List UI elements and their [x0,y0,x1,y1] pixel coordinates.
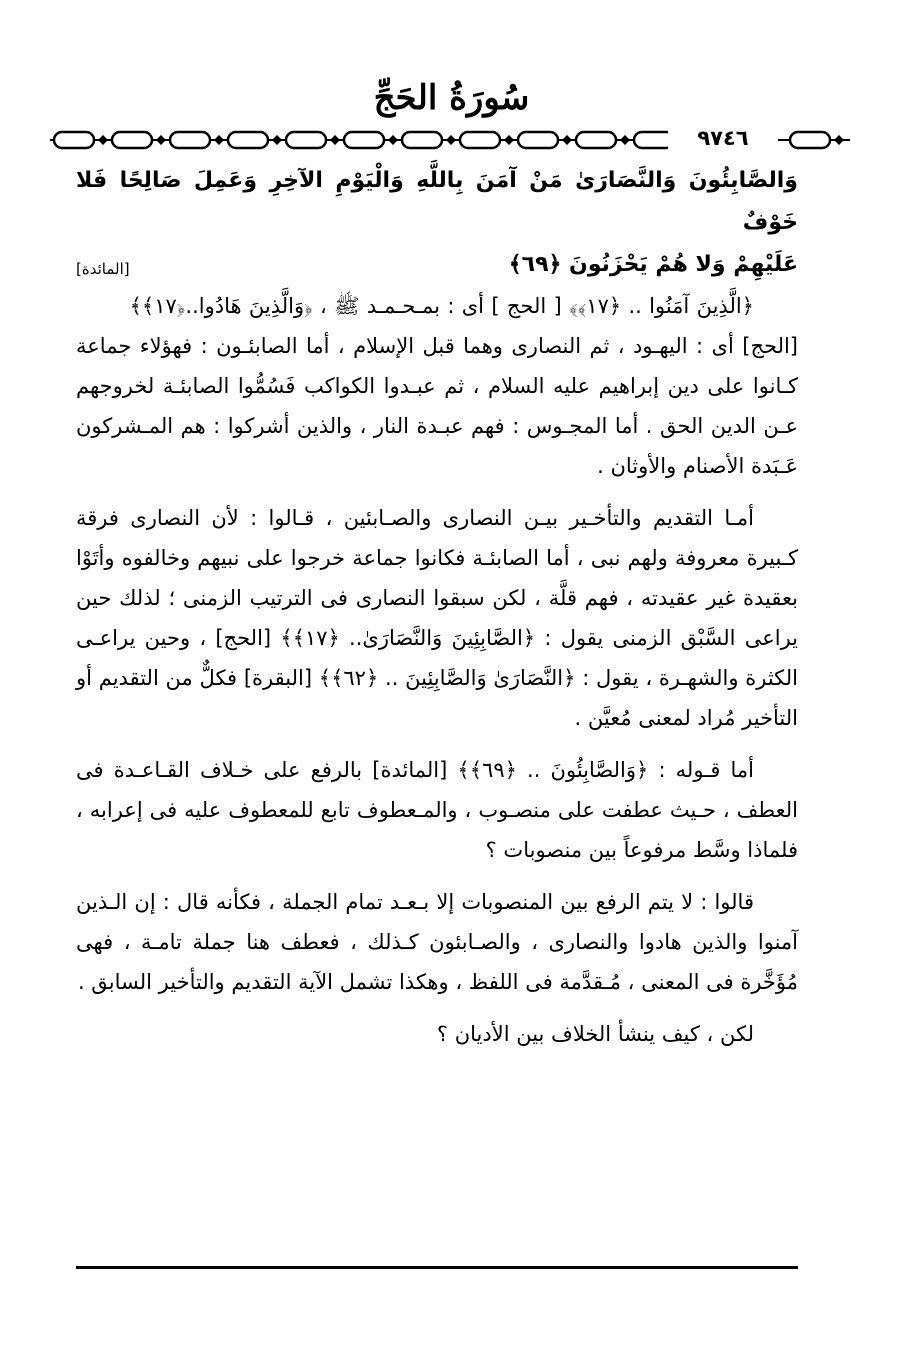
verse-line-2-text: عَلَيْهِمْ وَلا هُمْ يَحْزَنُونَ ﴿٦٩﴾ [508,252,798,277]
paragraph-4: قالوا : لا يتم الرفع بين المنصوبات إلا بـعـد تمام الجملة ، فكأنه قال : إن الـذين آمنوا والذين هادوا والنصارى ، والصـابئون كـذلك ، فعطف هنا جملة تامـة ، فهى مُؤَخَّرة فى المعنى ، مُـقدَّمة فى اللفظ ، وهكذا تشمل الآية التقديم والتأخير السابق . [76,890,798,994]
paragraph-2: أمـا التقديم والتأخـير بيـن النصارى والصـابئين ، قـالوا : لأن النصارى فرقة كـبيرة معروفة ولهم نبى ، أما الصابئـة فكانوا جماعة خرجوا على نبيهم وخالفوه وأتَوْا بعقيدة غير عقيدته ، فهم قلَّة ، لكن سبقوا النصارى فى الترتيب الزمنى ؛ لذلك حين يراعى السَّبْق الزمنى يقول : ﴿الصَّابِئِينَ وَالنَّصَارَىٰ.. ﴿١٧﴾﴾ [الحج] ، وحين يراعـى الكثرة والشهـرة ، يقول : ﴿النَّصَارَىٰ وَالصَّابِئِينَ .. ﴿٦٢﴾﴾ [البقرة] فكلٌّ من التقديم أو التأخير مُراد لمعنى مُعيَّن . [76,506,798,730]
verse-source: [المائدة] [76,260,130,278]
closing-question: لكن ، كيف ينشأ الخلاف بين الأديان ؟ [436,1022,754,1046]
verse-line-1: وَالصَّابِئُونَ وَالنَّصَارَىٰ مَنْ آمَنَ بِاللَّهِ وَالْيَوْمِ الآخِرِ وَعَمِلَ صَالِحًا فَلا خَوْفٌ [76,168,798,235]
paragraph-1: ﴿الَّذِينَ آمَنُوا .. ﴿١٧﴾﴾ [ الحج ] أى : بمـحـمـد ﷺ ، ﴿وَالَّذِينَ هَادُوا..﴿١٧﴾﴾ [الحج] أى : اليهـود ، ثم النصارى وهما قبل الإسلام ، أما الصابئـون : فهؤلاء جماعة كـانوا على دين إبراهيم عليه السلام ، ثم عبـدوا الكواكب فَسُمُّوا الصابئـة لخروجهم عـن الدين الحق . أما المجـوس : فهم عبـدة النار ، والذين أشركوا : هم المـشركون عَـبَدة الأصنام والأوثان . [76,294,798,478]
footer-rule [76,1266,798,1269]
page-body [76,160,798,1066]
quran-verse [76,160,798,286]
paragraph-3: أما قـوله : ﴿وَالصَّابِئُونَ .. ﴿٦٩﴾﴾ [المائدة] بالرفع على خـلاف القـاعـدة فى العطف ، حـيث عطفت على منصـوب ، والمـعطوف تابع للمعطوف عليه فى إعرابه ، فلماذا وسَّط مرفوعاً بين منصوبات ؟ [76,758,798,862]
surah-title: سُورَةُ الحَجِّ [373,78,530,118]
page-number: ٩٧٤٦ [668,124,778,152]
verse-line-2 [76,244,798,286]
